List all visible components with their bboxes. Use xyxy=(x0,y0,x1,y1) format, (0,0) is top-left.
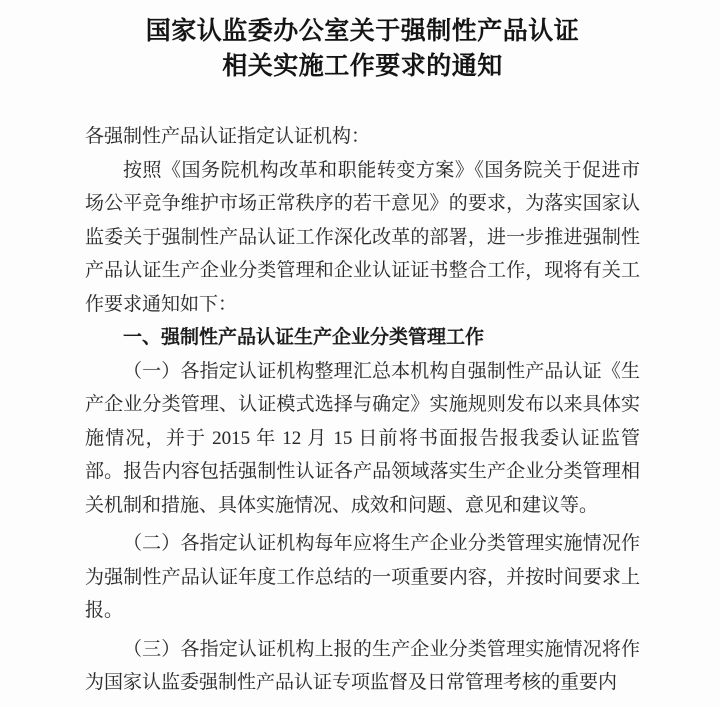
item-1-paragraph: （一）各指定认证机构整理汇总本机构自强制性产品认证《生产企业分类管理、认证模式选择与确定》实施规则发布以来具体实施情况，并于 2015 年 12 月 15 日前将书面报告报我委认证监管部。报告内容包括强制性认证各产品领域落实生产企业分类管理相关机制和措施、具体实施情况、成效和问题、意见和建议等。 xyxy=(85,360,640,516)
salutation-line: 各强制性产品认证指定认证机构： xyxy=(85,126,371,147)
document-title xyxy=(85,14,640,84)
title-line-1: 国家认监委办公室关于强制性产品认证 xyxy=(145,18,580,45)
intro-paragraph: 按照《国务院机构改革和职能转变方案》《国务院关于促进市场公平竞争维护市场正常秩序的若干意见》的要求，为落实国家认监委关于强制性产品认证工作深化改革的部署，进一步推进强制性产品认证生产企业分类管理和企业认证证书整合工作，现将有关工作要求通知如下： xyxy=(85,159,640,315)
title-line-2: 相关实施工作要求的通知 xyxy=(222,53,503,80)
section-1-heading: 一、强制性产品认证生产企业分类管理工作 xyxy=(123,327,485,348)
item-2-paragraph: （二）各指定认证机构每年应将生产企业分类管理实施情况作为强制性产品认证年度工作总结的一项重要内容，并按时间要求上报。 xyxy=(85,533,640,621)
document-body xyxy=(85,120,640,700)
item-3-paragraph: （三）各指定认证机构上报的生产企业分类管理实施情况将作为国家认监委强制性产品认证专项监督及日常管理考核的重要内 xyxy=(85,638,640,693)
